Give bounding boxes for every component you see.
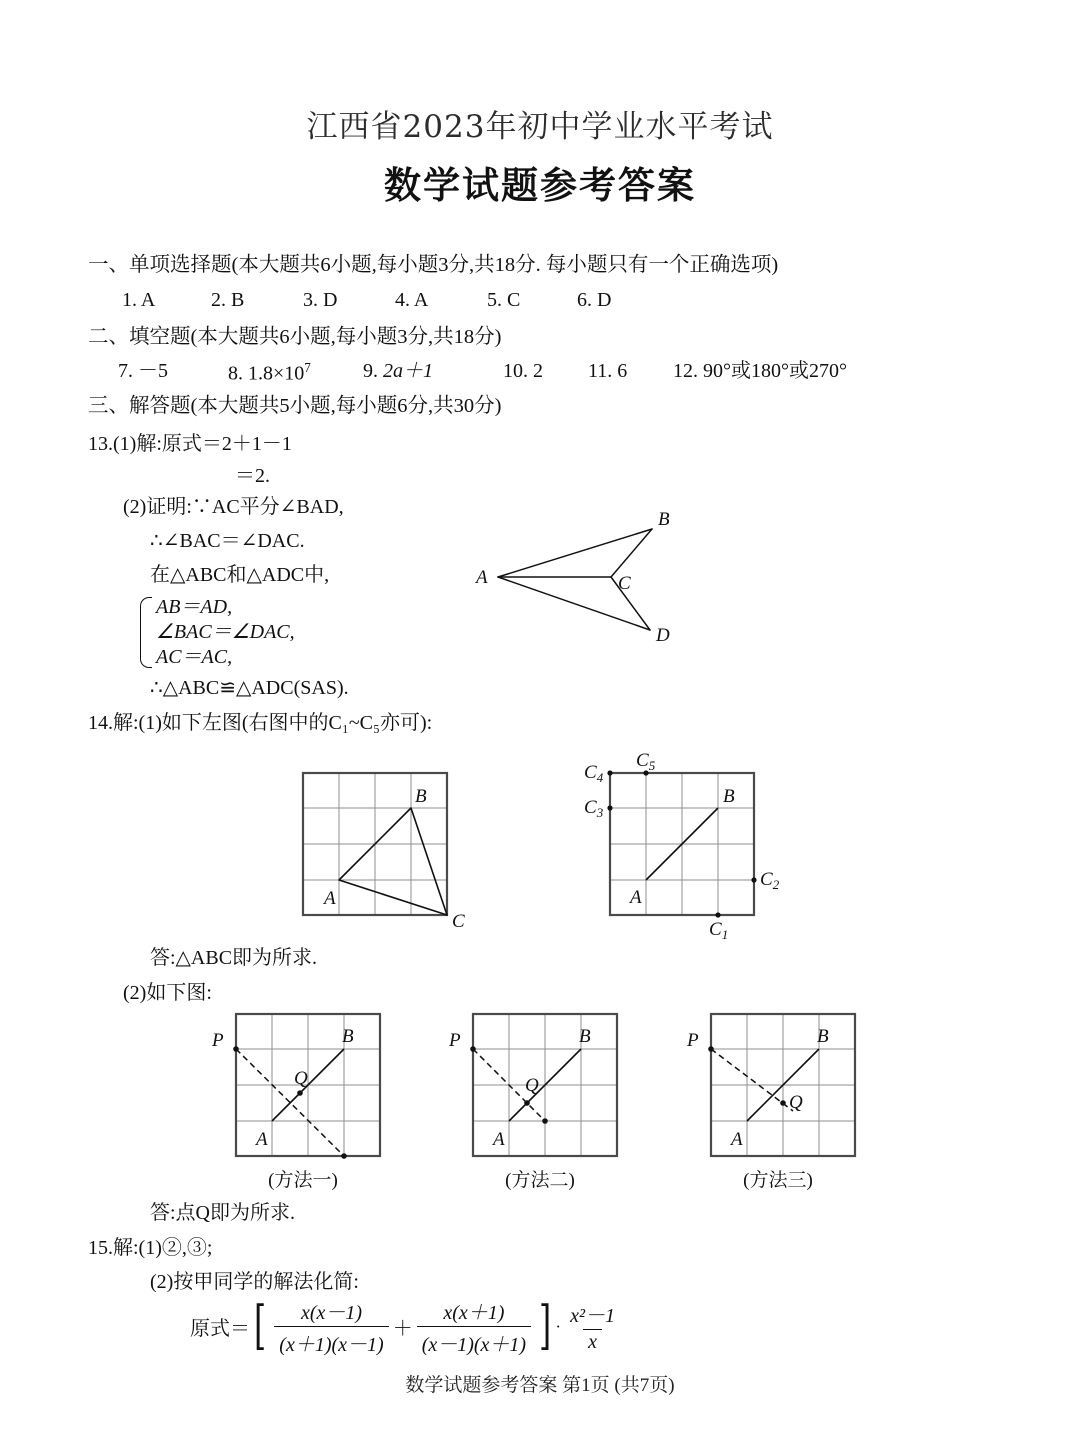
q13-line-1: 13.(1)解:原式＝2＋1－1: [88, 433, 292, 455]
section-3-heading: 三、解答题(本大题共5小题,每小题6分,共30分): [88, 395, 502, 417]
mc-answer-2: 2. B: [211, 289, 245, 311]
point-C1: [715, 912, 720, 917]
q13-line-2: ＝2.: [235, 465, 270, 487]
label-C5: $C_5$: [636, 750, 656, 773]
point-P: [233, 1046, 239, 1052]
q14-method-2-figure: [445, 1006, 635, 1166]
fraction-3: $\frac{\text{x²－1}}{x}$: [570, 1305, 615, 1353]
blank-answer-8: 8. $1.8\times 10^7$: [228, 360, 311, 385]
grid-right-svg: [578, 748, 788, 942]
point-P: [708, 1046, 714, 1052]
fraction-1: $\frac{x(x-1)}{(x+1)(x-1)}$: [274, 1296, 388, 1357]
label-B: B: [658, 509, 670, 530]
label-B: B: [723, 786, 735, 807]
label-Q: Q: [789, 1092, 803, 1113]
label-C: C: [452, 911, 465, 932]
mc-answer-4: 4. A: [395, 289, 429, 311]
left-bracket: [: [254, 1296, 267, 1357]
system-row-3: AC＝AC,: [156, 646, 233, 668]
q13-figure: [470, 505, 700, 655]
triangle-ABC: [339, 808, 447, 915]
mc-answer-5: 5. C: [487, 289, 521, 311]
q15-line-2: (2)按甲同学的解法化简:: [150, 1271, 359, 1293]
label-D: D: [656, 625, 670, 646]
grid-left-svg: [288, 760, 478, 930]
point-C2: [751, 877, 756, 882]
method-3-caption: (方法三): [743, 1170, 813, 1191]
q13-line-4: ∴∠BAC＝∠DAC.: [150, 530, 305, 552]
mc-answer-6: 6. D: [577, 289, 612, 311]
point-Q: [297, 1090, 303, 1096]
label-P: P: [687, 1030, 699, 1051]
exam-title: 江西省2023年初中学业水平考试: [306, 109, 774, 145]
label-A: A: [630, 887, 642, 908]
plus-operator: ＋: [392, 1318, 413, 1340]
blank-answer-10: 10. 2: [503, 360, 543, 382]
q13-line-3: (2)证明:∵AC平分∠BAD,: [123, 496, 344, 518]
label-A: A: [324, 888, 336, 909]
q14-method-3-figure: [683, 1006, 873, 1166]
q14-line-1: 14.解:(1)如下左图(右图中的C₁~C₅亦可):: [88, 712, 433, 734]
label-C1: $C_1$: [709, 919, 729, 942]
label-C3: $C_3$: [584, 797, 604, 820]
section-2-heading: 二、填空题(本大题共6小题,每小题3分,共18分): [88, 326, 502, 348]
method-2-svg: [445, 1006, 635, 1166]
blank-answer-7: 7. －5: [118, 360, 168, 382]
multiply-operator: ·: [555, 1316, 562, 1336]
label-A: A: [493, 1129, 505, 1150]
method-1-caption: (方法一): [268, 1170, 338, 1191]
method-1-svg: [208, 1006, 398, 1166]
label-A: A: [256, 1129, 268, 1150]
method-2-caption: (方法二): [505, 1170, 575, 1191]
label-Q: Q: [294, 1068, 308, 1089]
label-Q: Q: [525, 1075, 539, 1096]
point-Q: [524, 1100, 530, 1106]
system-row-2: ∠BAC＝∠DAC,: [156, 621, 295, 643]
label-P: P: [212, 1030, 224, 1051]
segment-CB: [611, 529, 652, 577]
q15-formula: [190, 1296, 624, 1357]
label-A: A: [731, 1129, 743, 1150]
label-B: B: [817, 1026, 829, 1047]
label-C2: $C_2$: [760, 869, 780, 892]
q13-congruence-system: [140, 595, 295, 670]
label-B: B: [579, 1026, 591, 1047]
label-P: P: [449, 1030, 461, 1051]
point-C3: [607, 805, 612, 810]
q14-line-2: (2)如下图:: [123, 982, 212, 1004]
q14-grid-left: [288, 760, 478, 930]
fraction-2: $\frac{x(x+1)}{(x-1)(x+1)}$: [417, 1296, 531, 1357]
q14-answer-1: 答:△ABC即为所求.: [150, 947, 318, 969]
label-A: A: [476, 567, 488, 588]
label-C: C: [618, 573, 631, 594]
point-endpoint: [341, 1153, 347, 1159]
page-title: 数学试题参考答案: [384, 164, 696, 207]
mc-answer-1: 1. A: [122, 289, 156, 311]
q14-grid-right: [578, 748, 788, 942]
system-row-1: AB＝AD,: [156, 596, 233, 618]
blank-answer-9: 9. 2a＋1: [363, 360, 433, 382]
section-1-heading: 一、单项选择题(本大题共6小题,每小题3分,共18分. 每小题只有一个正确选项): [88, 254, 779, 276]
point-C4: [607, 770, 612, 775]
page-footer: 数学试题参考答案 第1页 (共7页): [405, 1375, 675, 1396]
kite-diagram: [470, 505, 700, 655]
label-B: B: [342, 1026, 354, 1047]
blank-answer-11: 11. 6: [588, 360, 628, 382]
label-B: B: [415, 786, 427, 807]
point-Q: [780, 1100, 786, 1106]
q14-method-1-figure: [208, 1006, 398, 1166]
formula-lead: 原式＝: [190, 1318, 250, 1340]
segment-AB: [498, 529, 652, 577]
section-1-answers: [122, 290, 611, 311]
point-P: [470, 1046, 476, 1052]
q15-line-1: 15.解:(1)②,③;: [88, 1237, 213, 1259]
right-bracket: ]: [539, 1296, 552, 1357]
blank-answer-12: 12. 90°或180°或270°: [673, 360, 847, 382]
q13-line-5: 在△ABC和△ADC中,: [150, 564, 330, 586]
q14-answer-2: 答:点Q即为所求.: [150, 1202, 295, 1224]
label-C4: $C_4$: [584, 762, 604, 785]
q13-line-6: ∴△ABC≌△ADC(SAS).: [150, 677, 349, 699]
method-3-svg: [683, 1006, 873, 1166]
system-brace: [140, 597, 152, 668]
point-endpoint: [542, 1118, 548, 1124]
mc-answer-3: 3. D: [303, 289, 338, 311]
